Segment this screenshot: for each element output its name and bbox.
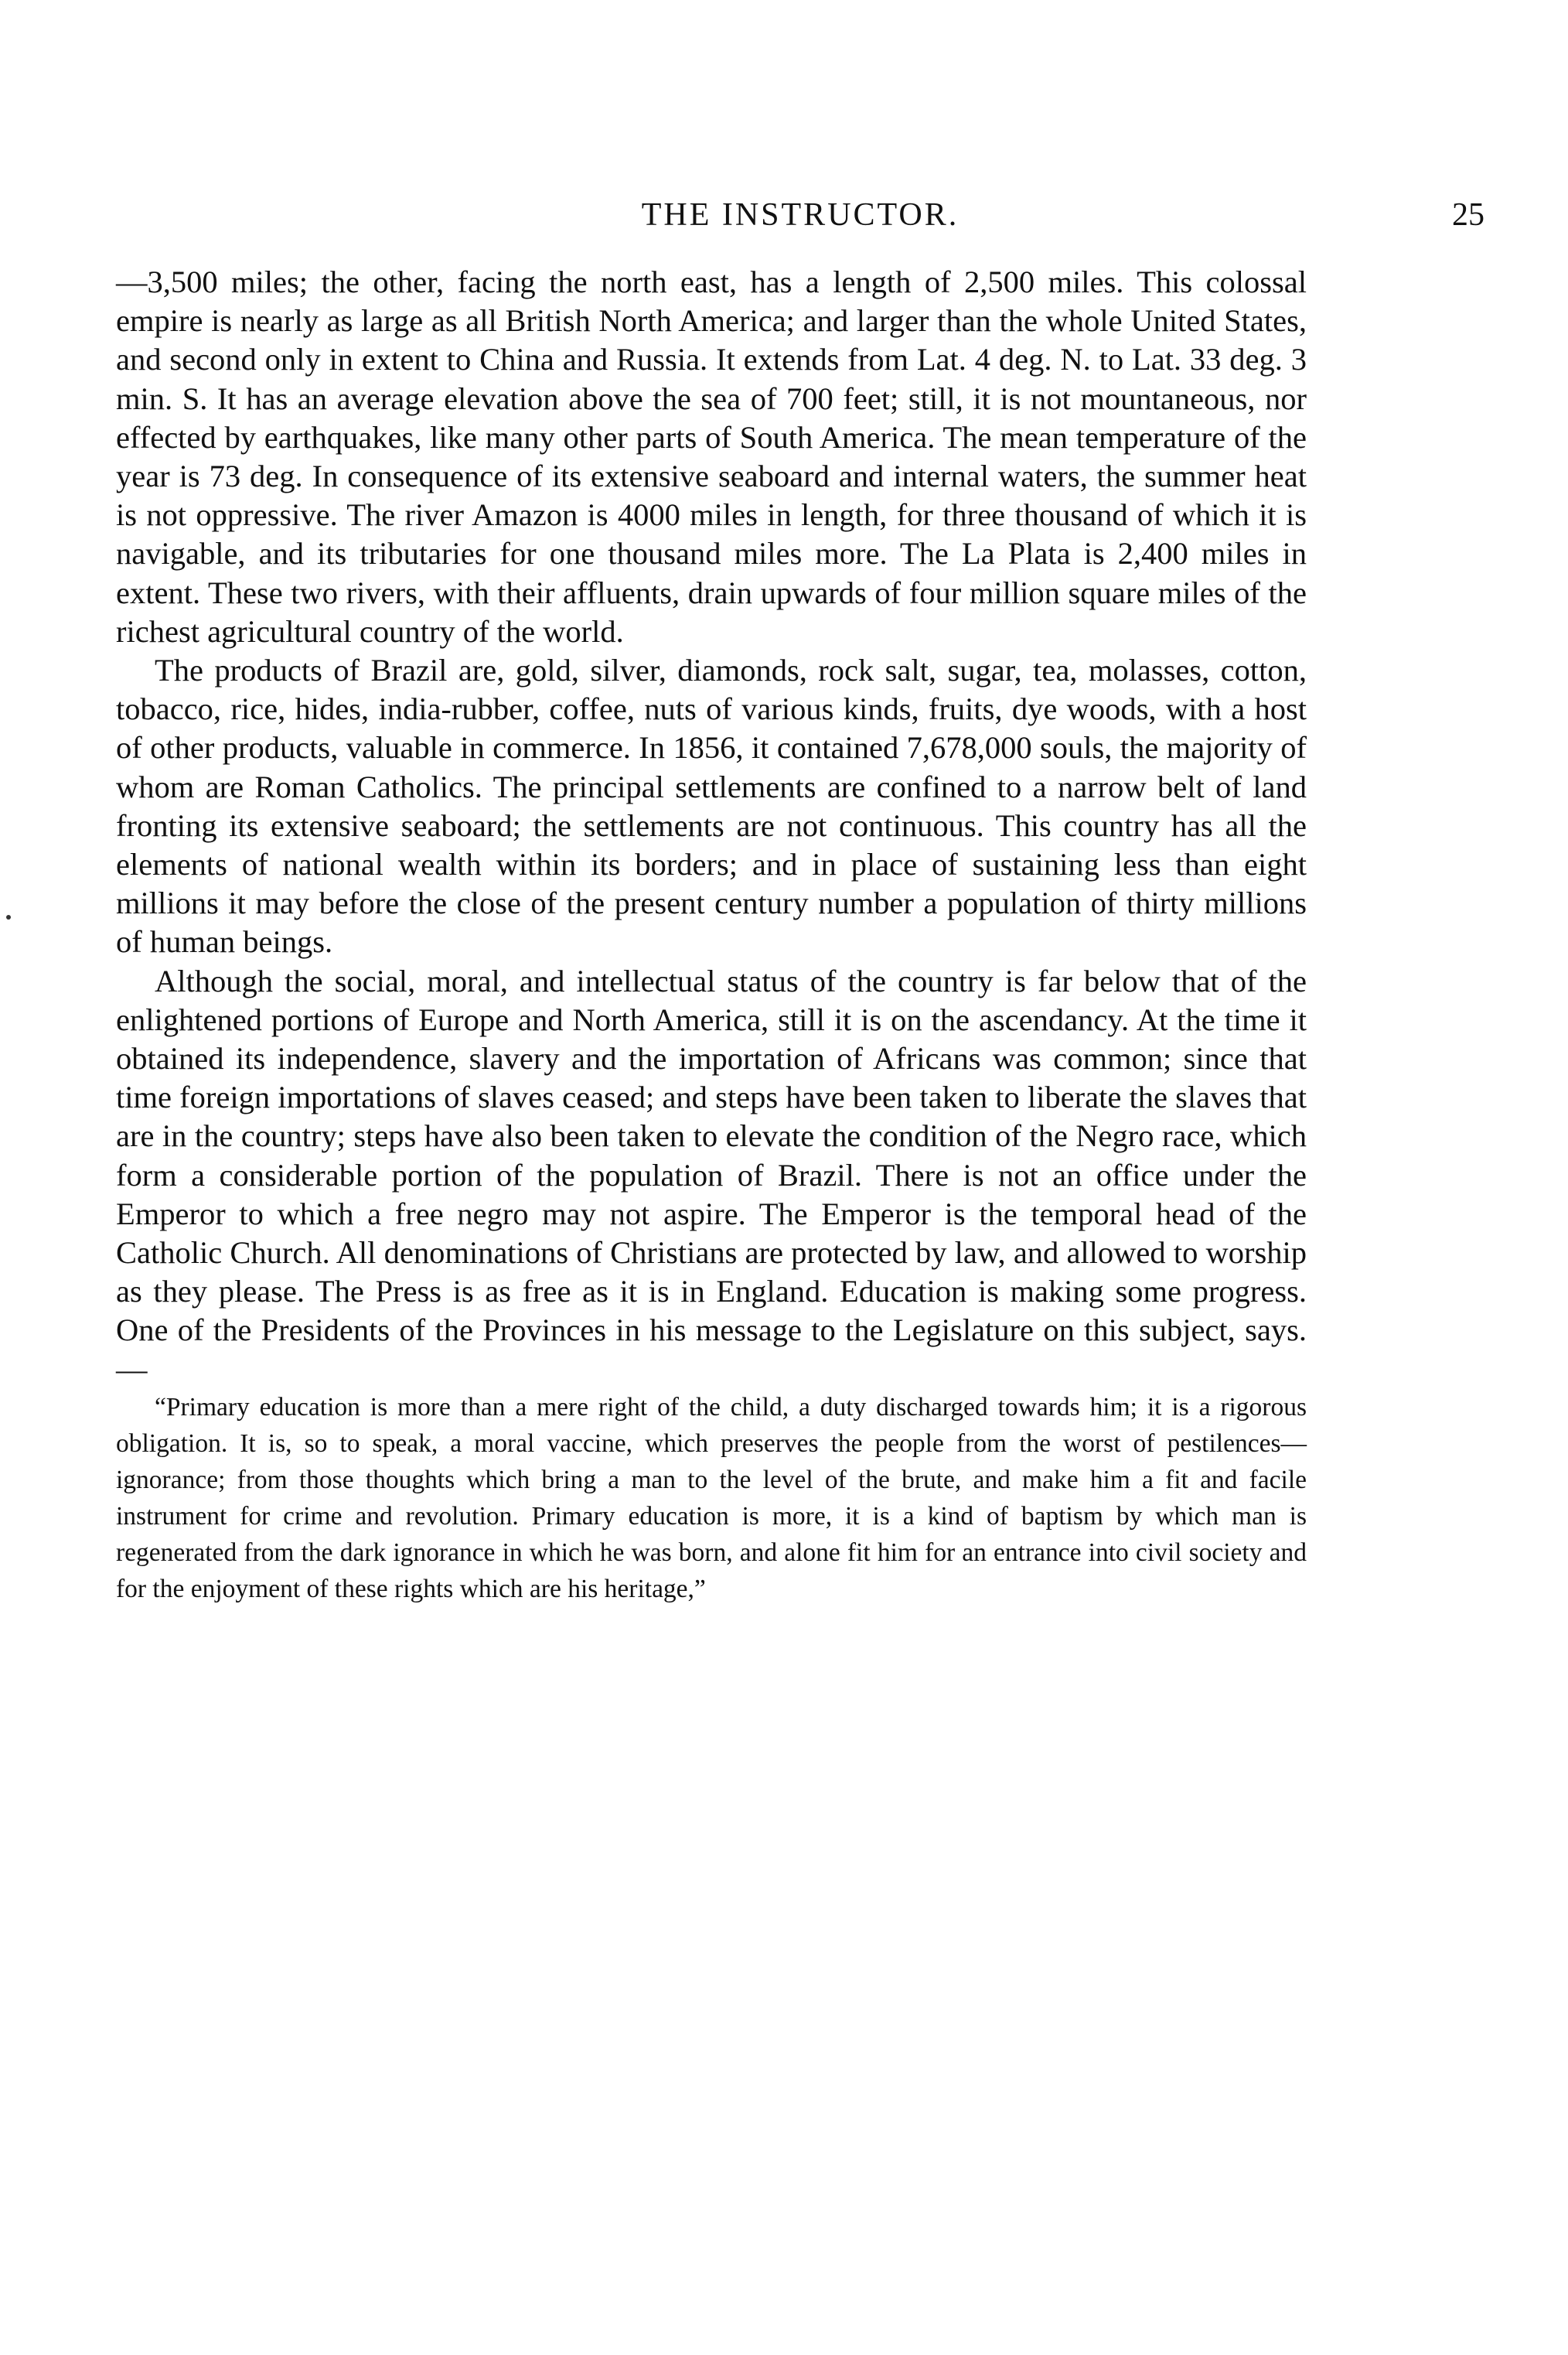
paragraph-products: The products of Brazil are, gold, silver, diamonds, rock salt, sugar, tea, molasses, cotton, tobacco, rice, hides, india-rubber, coffee, nuts of various kinds, fruits, dye woods, with a host of other products, valuable in commerce. In 1856, it contained 7,678,000 souls, the majority of whom are Roman Catholics. The principal settlements are confined to a narrow belt of land fronting its extensive seaboard; the settlements are not continuous. This country has all the elements of national wealth within its borders; and in place of sustaining less than eight millions it may before the close of the present century number a population of thirty millions of human beings. (116, 653, 1307, 960)
paragraph-geography: —3,500 miles; the other, facing the north east, has a length of 2,500 miles. This colossal empire is nearly as large as all British North America; and larger than the whole United States, and second only in extent to China and Russia. It extends from Lat. 4 deg. N. to Lat. 33 deg. 3 min. S. It has an average elevation above the sea of 700 feet; still, it is not mountaneous, nor effected by earthquakes, like many other parts of South America. The mean temperature of the year is 73 deg. In consequence of its extensive seaboard and internal waters, the summer heat is not oppressive. The river Amazon is 4000 miles in length, for three thousand of which it is navigable, and its tributaries for one thousand miles more. The La Plata is 2,400 miles in extent. These two rivers, with their affluents, drain upwards of four million square miles of the richest agricultural country of the world. (116, 265, 1307, 649)
body-text (116, 263, 1307, 1607)
page-number: 25 (1452, 197, 1484, 233)
stray-ink-mark (6, 915, 11, 920)
paragraph-social-status: Although the social, moral, and intellectual status of the country is far below that of the enlightened portions of Europe and North America, still it is on the ascendancy. At the time it obtained its independence, slavery and the importation of Africans was common; since that time foreign importations of slaves ceased; and steps have been taken to liberate the slaves that are in the country; steps have also been taken to elevate the condition of the Negro race, which form a considerable portion of the population of Brazil. There is not an office under the Emperor to which a free negro may not aspire. The Emperor is the temporal head of the Catholic Church. All denominations of Christians are protected by law, and allowed to worship as they please. The Press is as free as it is in England. Education is making some progress. One of the Presidents of the Provinces in his message to the Legislature on this subject, says.— (116, 963, 1307, 1387)
block-quote: “Primary education is more than a mere right of the child, a duty discharged towards him; it is a rigorous obligation. It is, so to speak, a moral vaccine, which preserves the people from the worst of pestilences—ignorance; from those thoughts which bring a man to the level of the brute, and make him a fit and facile instrument for crime and revolution. Primary education is more, it is a kind of baptism by which man is regenerated from the dark ignorance in which he was born, and alone fit him for an entrance into civil society and for the enjoyment of these rights which are his heritage,” (116, 1392, 1307, 1603)
running-head (116, 192, 1484, 238)
running-title: THE INSTRUCTOR. (641, 197, 960, 233)
